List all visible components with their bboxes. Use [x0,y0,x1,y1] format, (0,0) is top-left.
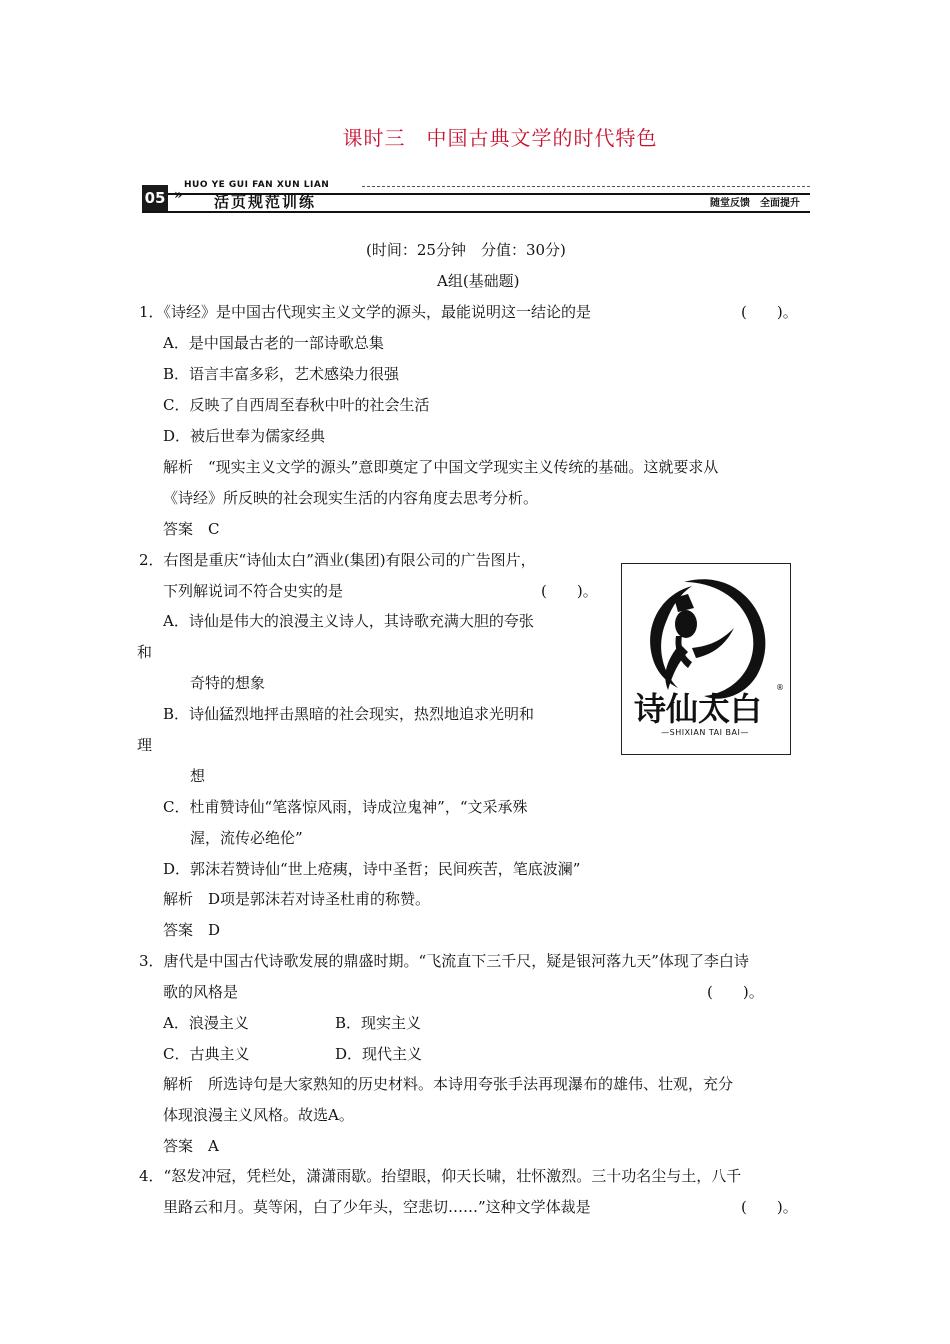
option-b-wrap: 理 [137,736,153,754]
analysis: 解析 所选诗句是大家熟知的历史材料。本诗用夸张手法再现瀑布的雄伟、壮观，充分 [163,1075,734,1093]
exam-meta: (时间：25分钟 分值：30分) [366,241,566,259]
poet-silhouette-icon [622,564,790,754]
banner-arrow-icon: » [174,187,183,203]
answer-bracket: ( )。 [707,983,764,1001]
question-stem: 4．“怒发冲冠，凭栏处，潇潇雨歇。抬望眼，仰天长啸，壮怀激烈。三十功名尘与土，八千 [139,1167,742,1185]
banner-right-text: 随堂反馈 全面提升 [710,198,800,209]
option-a-continued: 奇特的想象 [190,674,266,692]
shixian-taibai-logo [621,563,791,755]
option-c-continued: 渥，流传必绝伦” [190,829,303,847]
logo-caption: —SHIXIAN TAI BAI— [661,728,749,737]
question-stem: 3．唐代是中国古代诗歌发展的鼎盛时期。“飞流直下三千尺，疑是银河落九天”体现了李白诗 [139,952,749,970]
question-stem: 1．《诗经》是中国古代现实主义文学的源头，最能说明这一结论的是 [139,303,592,321]
analysis: 解析 D项是郭沫若对诗圣杜甫的称赞。 [163,890,431,908]
option-b: B．语言丰富多彩，艺术感染力很强 [163,365,400,383]
answer-bracket: ( )。 [741,303,798,321]
question-stem-continued: 下列解说词不符合史实的是 [163,582,344,600]
banner-label: 活页规范训练 [214,193,317,211]
answer: 答案 C [163,520,220,538]
answer: 答案 D [163,921,221,939]
analysis-continued: 体现浪漫主义风格。故选A。 [163,1106,354,1124]
registered-mark-icon: ® [776,683,784,692]
option-b: B．现实主义 [335,1014,422,1032]
option-a: A．是中国最古老的一部诗歌总集 [163,334,384,352]
question-stem: 2．右图是重庆“诗仙太白”酒业(集团)有限公司的广告图片， [139,551,536,569]
answer-bracket: ( )。 [541,582,598,600]
option-d: D．现代主义 [335,1045,423,1063]
banner-number-badge: 05 [142,185,168,211]
option-a: A．浪漫主义 [163,1014,249,1032]
logo-calligraphy: 诗仙太白 [634,690,763,728]
group-heading: A组(基础题) [437,272,520,290]
option-d: D．郭沫若赞诗仙“世上疮痍，诗中圣哲；民间疾苦，笔底波澜” [163,860,581,878]
option-c: C．杜甫赞诗仙“笔落惊风雨，诗成泣鬼神”，“文采承殊 [163,798,528,816]
question-stem-continued: 歌的风格是 [163,983,239,1001]
question-stem-continued: 里路云和月。莫等闲，白了少年头，空悲切……”这种文学体裁是 [163,1198,591,1216]
option-a-wrap: 和 [137,643,153,661]
answer-bracket: ( )。 [741,1198,798,1216]
banner-pinyin: HUO YE GUI FAN XUN LIAN [184,180,330,190]
banner-dotted-rule [362,186,810,187]
page-title: 课时三 中国古典文学的时代特色 [342,126,658,150]
option-b-continued: 想 [190,767,206,785]
option-a: A．诗仙是伟大的浪漫主义诗人，其诗歌充满大胆的夸张 [163,612,534,630]
option-c: C．反映了自西周至春秋中叶的社会生活 [163,396,430,414]
option-c: C．古典主义 [163,1045,250,1063]
analysis-continued: 《诗经》所反映的社会现实生活的内容角度去思考分析。 [163,489,539,507]
answer: 答案 A [163,1137,219,1155]
option-d: D．被后世奉为儒家经典 [163,427,326,445]
analysis: 解析 “现实主义文学的源头”意即奠定了中国文学现实主义传统的基础。这就要求从 [163,458,719,476]
option-b: B．诗仙猛烈地抨击黑暗的社会现实，热烈地追求光明和 [163,705,535,723]
